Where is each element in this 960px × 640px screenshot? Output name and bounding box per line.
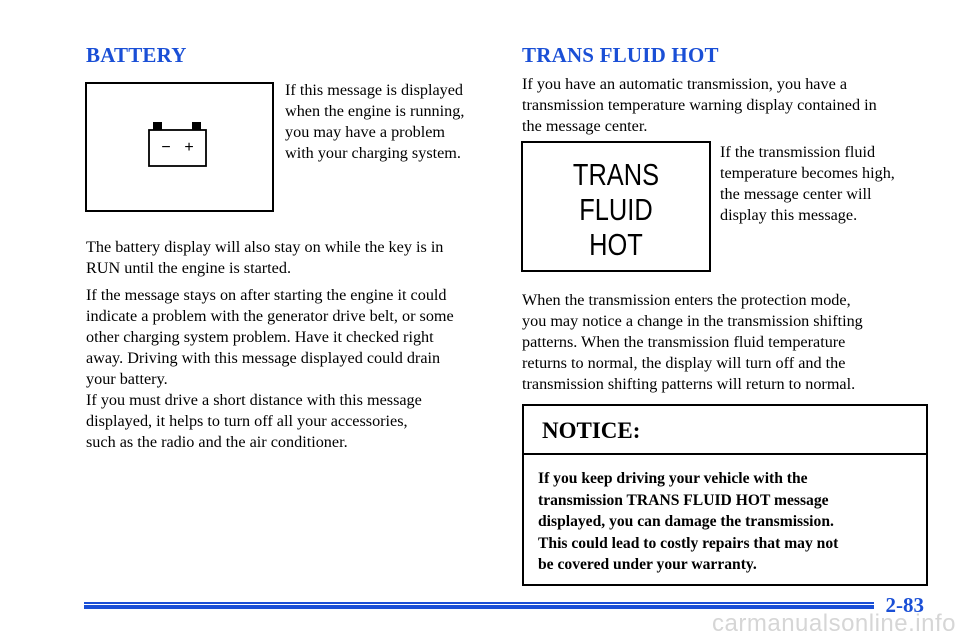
battery-paragraph-3: If you must drive a short distance with this message displayed, it helps to turn off all your accessories, such as the radio and the air conditioner. bbox=[86, 391, 422, 451]
trans-protection-paragraph: When the transmission enters the protection mode, you may notice a change in the transmission shifting patterns. When the transmission fluid temperature returns to normal, the display will turn off and the transmission shifting patterns will return to normal. bbox=[522, 291, 863, 393]
display-line-trans: TRANS bbox=[572, 157, 660, 192]
battery-plus-sign: + bbox=[184, 139, 194, 156]
notice-title: NOTICE: bbox=[542, 418, 641, 443]
watermark: carmanualsonline.info bbox=[712, 610, 956, 637]
footer-rule bbox=[84, 602, 874, 604]
display-line-fluid: FLUID bbox=[579, 192, 653, 227]
battery-icon bbox=[85, 82, 274, 212]
footer-rule-thick bbox=[84, 605, 874, 609]
page-number: 2-83 bbox=[885, 593, 924, 617]
trans-intro-paragraph: If you have an automatic transmission, you have a transmission temperature warning display contained in the message center. bbox=[522, 75, 877, 135]
battery-minus-sign: − bbox=[161, 139, 171, 156]
battery-paragraph-1: The battery display will also stay on while the key is in RUN until the engine is started. bbox=[86, 238, 444, 277]
display-line-hot: HOT bbox=[589, 227, 643, 262]
trans-caption: If the transmission fluid temperature becomes high, the message center will display this message. bbox=[720, 143, 895, 224]
battery-paragraph-2: If the message stays on after starting the engine it could indicate a problem with the generator drive belt, or some other charging system problem. Have it checked right away. Driving with this message displayed could drain your battery. bbox=[86, 286, 454, 388]
notice-box bbox=[522, 404, 928, 586]
battery-warning-display bbox=[85, 82, 274, 212]
trans-fluid-hot-heading: TRANS FLUID HOT bbox=[522, 43, 719, 67]
notice-divider bbox=[524, 453, 926, 455]
notice-body: If you keep driving your vehicle with the transmission TRANS FLUID HOT message displayed, you can damage the transmission. This could lead to costly repairs that may not be covered under your warranty. bbox=[538, 470, 839, 574]
trans-fluid-hot-display bbox=[521, 141, 711, 272]
battery-heading: BATTERY bbox=[86, 43, 187, 67]
battery-caption: If this message is displayed when the engine is running, you may have a problem with your charging system. bbox=[285, 81, 465, 162]
